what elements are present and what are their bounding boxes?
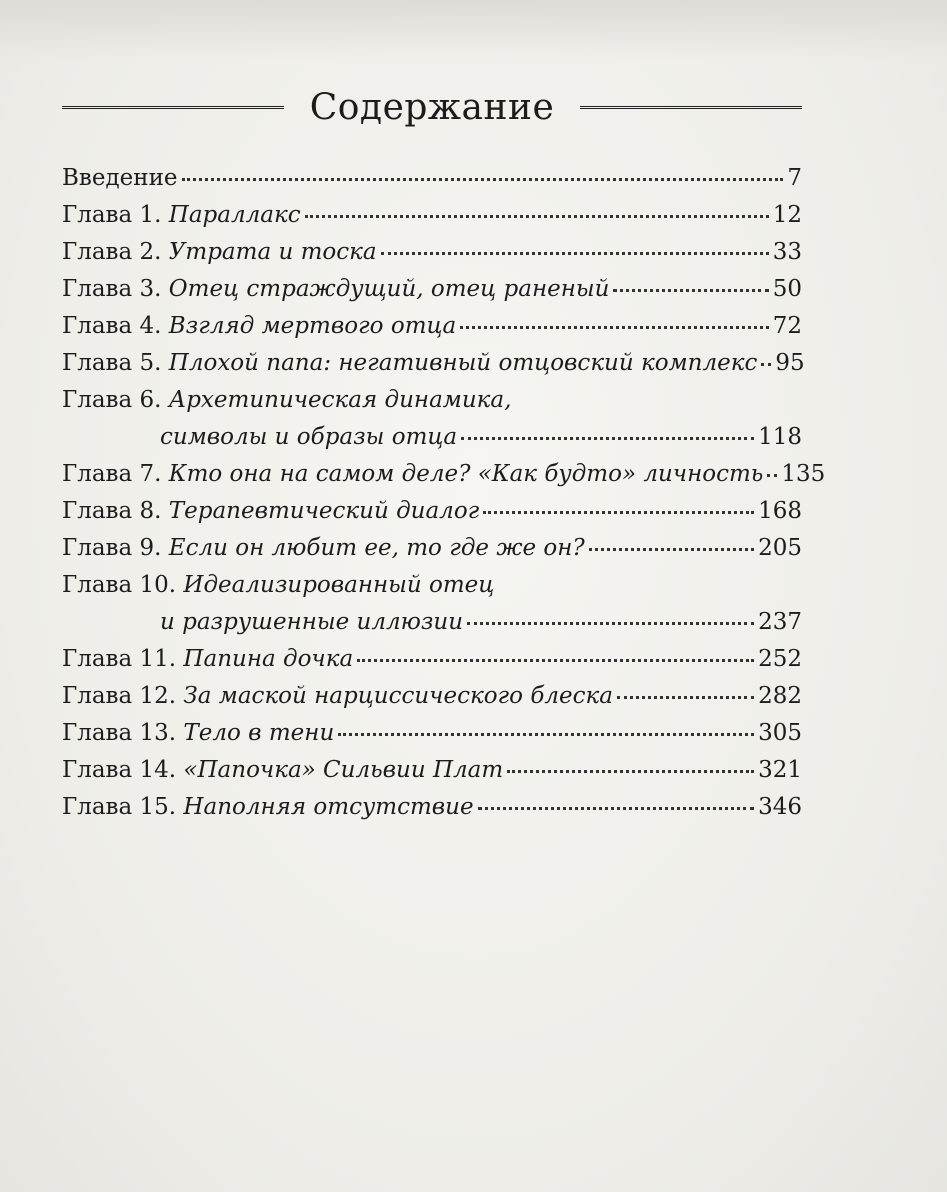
toc-entry-prefix: Глава 9. bbox=[62, 535, 162, 561]
toc-entry bbox=[62, 715, 802, 752]
leader-dots bbox=[761, 357, 771, 366]
toc-entry-name: Если он любит ее, то где же он? bbox=[168, 535, 585, 561]
toc-entry-name: Отец страждущий, отец раненый bbox=[168, 276, 610, 302]
leader-dots bbox=[467, 616, 754, 625]
toc-page-number: 237 bbox=[758, 609, 802, 635]
toc-page-number: 282 bbox=[758, 683, 802, 709]
toc-entry-title bbox=[160, 419, 457, 456]
toc-entry bbox=[62, 271, 802, 308]
toc-entry bbox=[62, 789, 802, 826]
toc-entry-prefix: Глава 2. bbox=[62, 239, 162, 265]
toc-entry-prefix: Глава 3. bbox=[62, 276, 162, 302]
title-rule-right bbox=[580, 106, 802, 113]
toc-entry-prefix: Глава 6. bbox=[62, 387, 162, 413]
toc-entry-prefix: Глава 13. bbox=[62, 720, 177, 746]
toc-entry-prefix: Глава 12. bbox=[62, 683, 177, 709]
toc-entry-title bbox=[62, 197, 301, 234]
leader-dots bbox=[478, 801, 754, 810]
toc-page-number: 168 bbox=[758, 498, 802, 524]
toc-page-number: 346 bbox=[758, 794, 802, 820]
toc-entry-name: Параллакс bbox=[168, 202, 301, 228]
toc-entry-name: «Папочка» Сильвии Плат bbox=[183, 757, 504, 783]
toc-entry-name-continued: символы и образы отца bbox=[160, 424, 458, 450]
toc-entry-prefix: Глава 11. bbox=[62, 646, 177, 672]
toc-entry-title bbox=[62, 456, 763, 493]
toc-entry bbox=[62, 308, 802, 345]
toc-entry-prefix: Глава 14. bbox=[62, 757, 177, 783]
page-title: Содержание bbox=[309, 87, 555, 128]
toc-entry-prefix: Глава 10. bbox=[62, 572, 177, 598]
toc-page-number: 7 bbox=[787, 165, 802, 191]
toc-entry-prefix: Введение bbox=[62, 165, 178, 191]
toc-entry-title bbox=[62, 789, 474, 826]
toc-entry-title bbox=[62, 567, 494, 604]
toc-page-number: 321 bbox=[758, 757, 802, 783]
leader-dots bbox=[767, 468, 777, 477]
toc-page-number: 12 bbox=[772, 202, 802, 228]
toc-entry-title bbox=[62, 382, 511, 419]
toc-entry-prefix: Глава 4. bbox=[62, 313, 162, 339]
toc-page-number: 33 bbox=[772, 239, 802, 265]
leader-dots bbox=[338, 727, 754, 736]
toc-entry bbox=[62, 678, 802, 715]
header bbox=[62, 82, 802, 142]
leader-dots bbox=[613, 283, 768, 292]
toc-entry-name-continued: и разрушенные иллюзии bbox=[160, 609, 464, 635]
leader-dots bbox=[461, 431, 754, 440]
leader-dots bbox=[305, 209, 769, 218]
toc-page-number: 305 bbox=[758, 720, 802, 746]
toc-entry bbox=[62, 382, 802, 419]
leader-dots bbox=[460, 320, 768, 329]
toc-entry-prefix: Глава 1. bbox=[62, 202, 162, 228]
toc-entry-name: Идеализированный отец bbox=[183, 572, 495, 598]
toc-entry-title bbox=[62, 345, 757, 382]
toc-page-number: 118 bbox=[758, 424, 802, 450]
toc-entry-title bbox=[160, 604, 463, 641]
toc-entry-title bbox=[62, 715, 334, 752]
toc-entry-title bbox=[62, 160, 178, 197]
toc-entry-name: Кто она на самом деле? «Как будто» личность bbox=[168, 461, 764, 487]
toc-page-number: 252 bbox=[758, 646, 802, 672]
toc-entry bbox=[62, 456, 826, 493]
toc-entry-prefix: Глава 7. bbox=[62, 461, 162, 487]
leader-dots bbox=[381, 246, 769, 255]
toc-entry-prefix: Глава 5. bbox=[62, 350, 162, 376]
toc-entry-name: Взгляд мертвого отца bbox=[168, 313, 457, 339]
toc-entry-name: Плохой папа: негативный отцовский комплекс bbox=[168, 350, 758, 376]
toc-entry-title bbox=[62, 752, 503, 789]
leader-dots bbox=[617, 690, 754, 699]
toc-entry bbox=[62, 567, 802, 604]
toc-entry-title bbox=[62, 678, 613, 715]
page-top-edge bbox=[0, 0, 947, 60]
table-of-contents bbox=[62, 160, 826, 826]
toc-entry-title bbox=[62, 271, 609, 308]
toc-page-number: 72 bbox=[772, 313, 802, 339]
toc-entry-name: Утрата и тоска bbox=[168, 239, 377, 265]
leader-dots bbox=[182, 172, 784, 181]
toc-entry-title bbox=[62, 493, 479, 530]
toc-entry bbox=[62, 197, 802, 234]
toc-entry-title bbox=[62, 308, 456, 345]
leader-dots bbox=[357, 653, 754, 662]
toc-page-number: 50 bbox=[772, 276, 802, 302]
toc-entry bbox=[62, 752, 802, 789]
toc-entry-name: Наполняя отсутствие bbox=[183, 794, 474, 820]
toc-entry bbox=[62, 160, 802, 197]
toc-entry-continuation bbox=[62, 604, 802, 641]
toc-page-number: 95 bbox=[775, 350, 805, 376]
toc-entry-continuation bbox=[62, 419, 802, 456]
toc-entry bbox=[62, 641, 802, 678]
toc-entry-name: Папина дочка bbox=[183, 646, 354, 672]
toc-entry-name: За маской нарциссического блеска bbox=[183, 683, 613, 709]
toc-entry bbox=[62, 530, 802, 567]
toc-entry-name: Терапевтический диалог bbox=[168, 498, 480, 524]
leader-dots bbox=[507, 764, 754, 773]
toc-entry-name: Тело в тени bbox=[183, 720, 335, 746]
toc-entry-name: Архетипическая динамика, bbox=[168, 387, 512, 413]
toc-entry-title bbox=[62, 530, 585, 567]
toc-entry-title bbox=[62, 234, 377, 271]
toc-entry-prefix: Глава 8. bbox=[62, 498, 162, 524]
toc-entry-title bbox=[62, 641, 353, 678]
toc-page-number: 135 bbox=[781, 461, 826, 487]
toc-entry bbox=[62, 345, 805, 382]
toc-entry bbox=[62, 234, 802, 271]
toc-entry bbox=[62, 493, 802, 530]
leader-dots bbox=[589, 542, 754, 551]
toc-entry-prefix: Глава 15. bbox=[62, 794, 177, 820]
toc-page-number: 205 bbox=[758, 535, 802, 561]
leader-dots bbox=[483, 505, 754, 514]
